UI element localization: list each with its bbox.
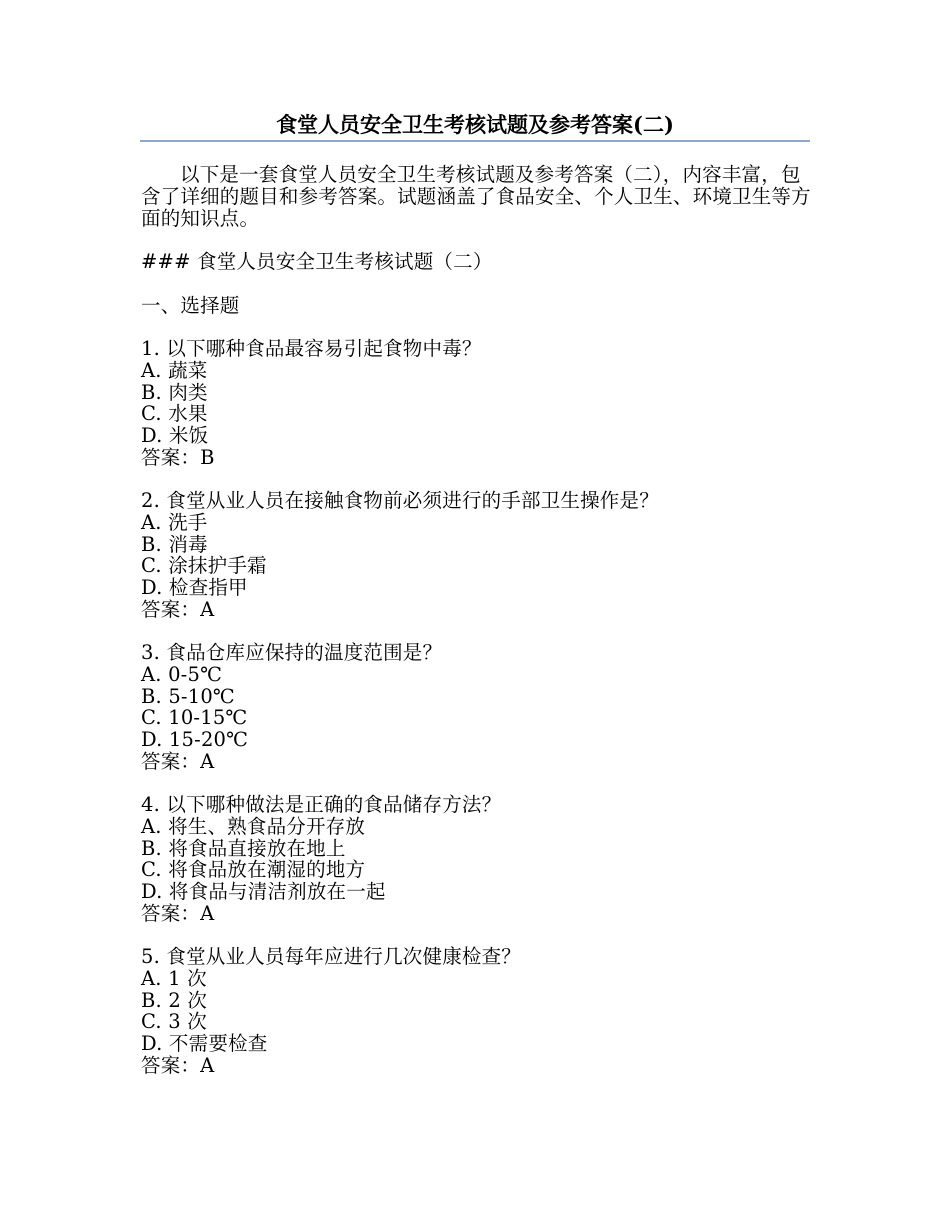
question-stem: 3. 食品仓库应保持的温度范围是？ <box>141 641 443 664</box>
answer-line: 答案：A <box>141 597 215 621</box>
question-1 <box>141 338 811 469</box>
section-heading: ### 食堂人员安全卫生考核试题（二） <box>141 250 493 273</box>
option-a: A. 将生、熟食品分开存放 <box>141 814 366 838</box>
question-2 <box>141 490 811 621</box>
question-stem: 2. 食堂从业人员在接触食物前必须进行的手部卫生操作是？ <box>141 489 659 512</box>
option-d: D. 不需要检查 <box>141 1032 268 1056</box>
option-c: C. 涂抹护手霜 <box>141 554 267 578</box>
question-stem: 1. 以下哪种食品最容易引起食物中毒？ <box>141 337 482 360</box>
option-a: A. 1 次 <box>141 966 207 990</box>
question-5 <box>141 946 811 1077</box>
option-b: B. 2 次 <box>141 988 208 1012</box>
option-a: A. 洗手 <box>141 510 208 534</box>
option-b: B. 肉类 <box>141 380 208 404</box>
option-d: D. 15-20℃ <box>141 728 249 752</box>
option-b: B. 消毒 <box>141 532 208 556</box>
question-4 <box>141 794 811 925</box>
option-c: C. 3 次 <box>141 1010 207 1034</box>
option-b: B. 将食品直接放在地上 <box>141 836 346 860</box>
answer-line: 答案：A <box>141 749 215 773</box>
document-title: 食堂人员安全卫生考核试题及参考答案(二) <box>276 112 674 137</box>
option-c: C. 水果 <box>141 402 208 426</box>
option-b: B. 5-10℃ <box>141 684 235 708</box>
answer-line: 答案：B <box>141 445 215 469</box>
option-c: C. 将食品放在潮湿的地方 <box>141 858 366 882</box>
option-d: D. 米饭 <box>141 424 209 448</box>
intro-paragraph: 以下是一套食堂人员安全卫生考核试题及参考答案（二），内容丰富，包含了详细的题目和参考答案。试题涵盖了食品安全、个人卫生、环境卫生等方面的知识点。 <box>141 163 811 230</box>
option-d: D. 检查指甲 <box>141 576 248 600</box>
answer-line: 答案：A <box>141 1053 215 1077</box>
option-d: D. 将食品与清洁剂放在一起 <box>141 880 386 904</box>
question-stem: 4. 以下哪种做法是正确的食品储存方法？ <box>141 793 502 816</box>
question-3 <box>141 642 811 773</box>
option-c: C. 10-15℃ <box>141 706 248 730</box>
title-underline <box>140 140 810 142</box>
option-a: A. 0-5℃ <box>141 662 223 686</box>
section-label: 一、选择题 <box>141 294 240 317</box>
question-stem: 5. 食堂从业人员每年应进行几次健康检查？ <box>141 945 522 968</box>
option-a: A. 蔬菜 <box>141 358 208 382</box>
answer-line: 答案：A <box>141 901 215 925</box>
